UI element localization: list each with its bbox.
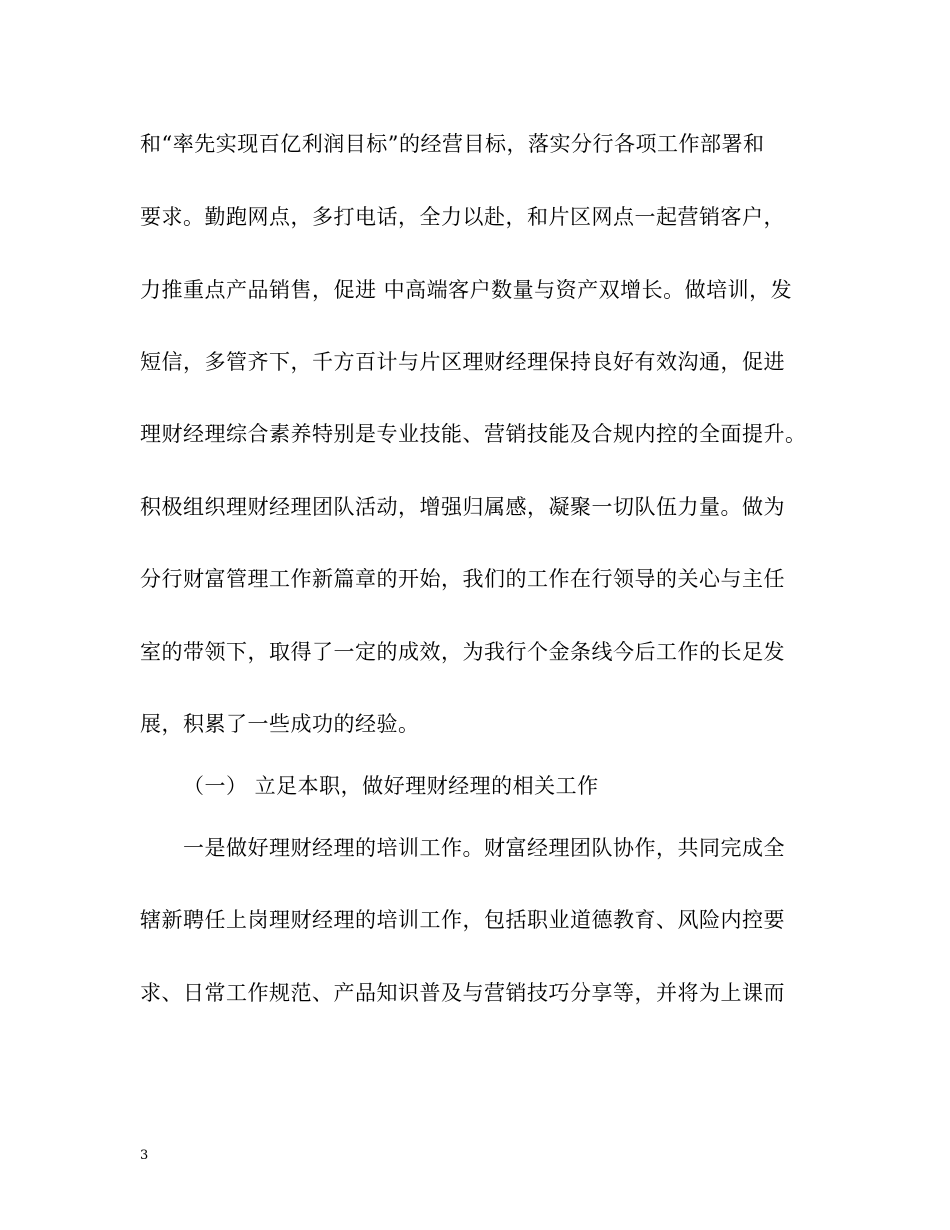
text-line-9: 展，积累了一些成功的经验。 <box>140 712 420 736</box>
text-line-1: 和“率先实现百亿利润目标”的经营目标，落实分行各项工作部署和 <box>140 132 765 156</box>
text-line-12: 辖新聘任上岗理财经理的培训工作，包括职业道德教育、风险内控要 <box>140 908 785 932</box>
text-line-4: 短信，多管齐下，千方百计与片区理财经理保持良好有效沟通，促进 <box>140 350 785 374</box>
text-line-3: 力推重点产品销售，促进 中高端客户数量与资产双增长。做培训，发 <box>140 278 793 302</box>
text-line-6: 积极组织理财经理团队活动，增强归属感，凝聚一切队伍力量。做为 <box>140 495 785 519</box>
text-line-8: 室的带领下，取得了一定的成效，为我行个金条线今后工作的长足发 <box>140 640 785 664</box>
section-heading: （一） 立足本职，做好理财经理的相关工作 <box>183 774 599 798</box>
paragraph-first-line: 一是做好理财经理的培训工作。财富经理团队协作，共同完成全 <box>183 836 785 860</box>
page-number: 3 <box>140 1148 149 1163</box>
text-line-7: 分行财富管理工作新篇章的开始，我们的工作在行领导的关心与主任 <box>140 567 785 591</box>
text-line-13: 求、日常工作规范、产品知识普及与营销技巧分享等，并将为上课而 <box>140 981 785 1005</box>
text-line-5: 理财经理综合素养特别是专业技能、营销技能及合规内控的全面提升。 <box>140 422 807 446</box>
text-line-2: 要求。勤跑网点，多打电话，全力以赴，和片区网点一起营销客户， <box>140 205 785 229</box>
